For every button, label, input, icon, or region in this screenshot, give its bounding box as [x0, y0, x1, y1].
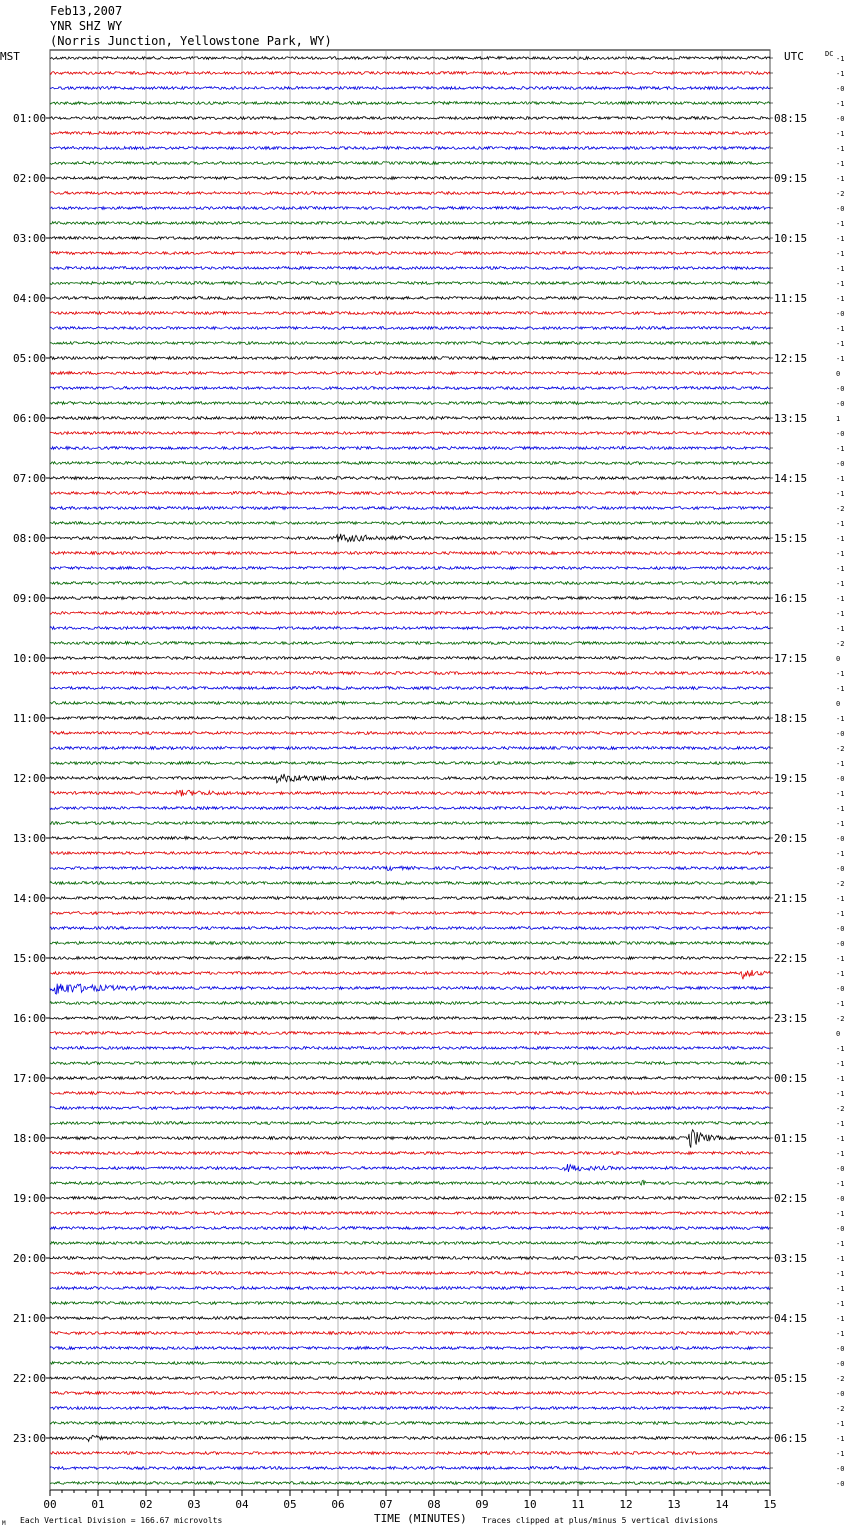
trace-row	[50, 117, 770, 120]
right-hour-label: 09:15	[774, 172, 808, 185]
dc-offset-label: -0	[836, 775, 845, 783]
dc-offset-label: -1	[836, 895, 845, 903]
trace-row	[50, 822, 770, 825]
trace-row	[50, 866, 770, 870]
trace-row	[50, 1047, 770, 1050]
trace-row	[50, 837, 770, 840]
dc-offset-label: -1	[836, 355, 845, 363]
dc-offset-label: 0	[836, 655, 841, 663]
trace-row	[50, 162, 770, 165]
trace-row	[50, 627, 770, 630]
right-hour-label: 16:15	[774, 592, 808, 605]
right-hour-label: 21:15	[774, 892, 808, 905]
dc-offset-label: -1	[836, 220, 845, 228]
trace-row	[50, 102, 770, 105]
trace-row	[50, 177, 770, 180]
dc-offset-label: 0	[836, 1030, 841, 1038]
right-hour-label: 08:15	[774, 112, 808, 125]
trace-row	[50, 267, 770, 270]
trace-row	[50, 1467, 770, 1470]
left-hour-label: 19:00	[13, 1192, 47, 1205]
right-hour-label: 13:15	[774, 412, 808, 425]
x-tick-label: 13	[667, 1498, 681, 1511]
dc-offset-label: -1	[836, 250, 845, 258]
dc-offset-label: -1	[836, 1210, 845, 1218]
right-hour-label: 05:15	[774, 1372, 808, 1385]
dc-offset-label: -1	[836, 760, 845, 768]
trace-row	[50, 762, 770, 765]
trace-row	[50, 1077, 770, 1080]
trace-row	[50, 132, 770, 135]
trace-row	[50, 1197, 770, 1200]
grid-lines	[46, 50, 773, 1496]
right-hour-label: 15:15	[774, 532, 808, 545]
dc-offset-label: -1	[836, 70, 845, 78]
seismic-traces	[50, 57, 770, 1485]
x-tick-label: 08	[427, 1498, 441, 1511]
trace-row	[50, 1422, 770, 1425]
trace-row	[50, 357, 770, 360]
trace-row	[50, 72, 770, 75]
dc-offset-label: -1	[836, 1420, 845, 1428]
trace-row	[50, 774, 770, 783]
dc-offset-label: -0	[836, 1165, 845, 1173]
left-hour-label: 10:00	[13, 652, 47, 665]
left-hour-label: 15:00	[13, 952, 47, 965]
x-tick-label: 03	[187, 1498, 201, 1511]
header-location: (Norris Junction, Yellowstone Park, WY)	[50, 34, 332, 48]
right-hour-label: 06:15	[774, 1432, 808, 1445]
trace-row	[50, 252, 770, 255]
left-hour-label: 05:00	[13, 352, 47, 365]
dc-offset-label: -1	[836, 670, 845, 678]
dc-offset-label: -0	[836, 835, 845, 843]
right-timezone-label: UTC	[784, 50, 804, 63]
trace-row	[50, 957, 770, 960]
dc-offset-label: -0	[836, 1465, 845, 1473]
dc-offset-label: -1	[836, 1150, 845, 1158]
trace-row	[50, 447, 770, 450]
dc-offset-label: -1	[836, 490, 845, 498]
trace-row	[50, 222, 770, 225]
left-hour-label: 02:00	[13, 172, 47, 185]
x-tick-label: 05	[283, 1498, 297, 1511]
trace-row	[50, 57, 770, 60]
trace-row	[50, 1392, 770, 1395]
trace-row	[50, 790, 770, 797]
trace-row	[50, 297, 770, 300]
trace-row	[50, 1002, 770, 1005]
dc-offset-label: -1	[836, 1255, 845, 1263]
dc-offset-label: -1	[836, 145, 845, 153]
left-hour-label: 18:00	[13, 1132, 47, 1145]
left-hour-label: 09:00	[13, 592, 47, 605]
dc-offset-label: -0	[836, 1480, 845, 1488]
right-hour-label: 23:15	[774, 1012, 808, 1025]
right-hour-label: 04:15	[774, 1312, 808, 1325]
trace-row	[50, 522, 770, 525]
dc-offset-label: -1	[836, 850, 845, 858]
dc-offset-label: -1	[836, 1000, 845, 1008]
trace-row	[50, 912, 770, 915]
dc-offset-label: -1	[836, 1315, 845, 1323]
scale-note: Each Vertical Division = 166.67 microvolts	[20, 1516, 223, 1525]
left-hour-label: 20:00	[13, 1252, 47, 1265]
trace-row	[50, 1407, 770, 1410]
trace-row	[50, 417, 770, 420]
trace-row	[50, 582, 770, 585]
trace-row	[50, 1377, 770, 1380]
x-tick-label: 07	[379, 1498, 393, 1511]
trace-row	[50, 1017, 770, 1020]
trace-row	[50, 432, 770, 435]
left-hour-label: 23:00	[13, 1432, 47, 1445]
trace-row	[50, 1332, 770, 1335]
trace-row	[50, 1302, 770, 1305]
dc-offset-label: -1	[836, 1435, 845, 1443]
trace-row	[50, 1107, 770, 1110]
dc-offset-label: -0	[836, 730, 845, 738]
clip-note: Traces clipped at plus/minus 5 vertical divisions	[482, 1516, 719, 1525]
left-hour-label: 22:00	[13, 1372, 47, 1385]
dc-offset-label: -1	[836, 565, 845, 573]
dc-offset-label: -1	[836, 1450, 845, 1458]
trace-row	[50, 492, 770, 495]
trace-row	[50, 477, 770, 480]
dc-offset-label: 0	[836, 370, 841, 378]
dc-offset-label: -1	[836, 910, 845, 918]
trace-row	[50, 1092, 770, 1095]
trace-row	[50, 612, 770, 615]
left-hour-label: 16:00	[13, 1012, 47, 1025]
trace-row	[50, 1347, 770, 1350]
trace-row	[50, 1180, 770, 1185]
dc-offset-label: -1	[836, 265, 845, 273]
right-hour-label: 03:15	[774, 1252, 808, 1265]
trace-row	[50, 1272, 770, 1275]
dc-offset-label: -0	[836, 85, 845, 93]
header-station: YNR SHZ WY	[50, 19, 123, 33]
right-hour-label: 00:15	[774, 1072, 808, 1085]
right-hour-label: 11:15	[774, 292, 808, 305]
left-hour-label: 13:00	[13, 832, 47, 845]
trace-row	[50, 1257, 770, 1260]
left-hour-label: 08:00	[13, 532, 47, 545]
left-hour-label: 03:00	[13, 232, 47, 245]
dc-offset-label: -0	[836, 400, 845, 408]
corner-mark: M	[2, 1520, 6, 1527]
left-hour-label: 21:00	[13, 1312, 47, 1325]
trace-row	[50, 534, 770, 542]
trace-row	[50, 342, 770, 345]
dc-offset-label: -1	[836, 610, 845, 618]
dc-offset-label: -1	[836, 175, 845, 183]
trace-row	[50, 970, 770, 979]
trace-row	[50, 1130, 770, 1148]
dc-offset-label: -0	[836, 985, 845, 993]
trace-row	[50, 687, 770, 690]
left-hour-label: 07:00	[13, 472, 47, 485]
dc-offset-label: -1	[836, 295, 845, 303]
dc-offset-label: -1	[836, 805, 845, 813]
trace-row	[50, 147, 770, 150]
dc-offset-label: -1	[836, 625, 845, 633]
trace-row	[50, 984, 770, 994]
x-tick-label: 04	[235, 1498, 249, 1511]
left-hour-label: 06:00	[13, 412, 47, 425]
trace-row	[50, 747, 770, 750]
dc-offset-label: -1	[836, 1270, 845, 1278]
left-hour-label: 01:00	[13, 112, 47, 125]
x-tick-label: 14	[715, 1498, 729, 1511]
trace-row	[50, 237, 770, 240]
x-tick-label: 11	[571, 1498, 585, 1511]
left-hour-label: 11:00	[13, 712, 47, 725]
right-hour-label: 14:15	[774, 472, 808, 485]
x-tick-label: 02	[139, 1498, 153, 1511]
x-tick-label: 06	[331, 1498, 345, 1511]
x-tick-label: 10	[523, 1498, 537, 1511]
trace-row	[50, 1317, 770, 1320]
trace-row	[50, 1212, 770, 1215]
trace-row	[50, 1122, 770, 1125]
dc-offset-label: -1	[836, 55, 845, 63]
left-hour-label: 12:00	[13, 772, 47, 785]
dc-offset-label: -1	[836, 100, 845, 108]
dc-offset-label: -1	[836, 715, 845, 723]
right-hour-label: 20:15	[774, 832, 808, 845]
dc-offset-label: -0	[836, 460, 845, 468]
trace-row	[50, 282, 770, 285]
dc-offset-label: -1	[836, 1075, 845, 1083]
dc-offset-label: -0	[836, 865, 845, 873]
dc-offset-label: 0	[836, 700, 841, 708]
dc-offset-label: -1	[836, 520, 845, 528]
x-tick-label: 12	[619, 1498, 633, 1511]
trace-row	[50, 732, 770, 735]
x-tick-label: 00	[43, 1498, 57, 1511]
dc-offset-label: -1	[836, 1060, 845, 1068]
trace-row	[50, 657, 770, 660]
dc-offset-label: -2	[836, 640, 845, 648]
trace-row	[50, 507, 770, 510]
trace-row	[50, 882, 770, 885]
right-hour-label: 18:15	[774, 712, 808, 725]
dc-offset-label: -1	[836, 1135, 845, 1143]
trace-row	[50, 642, 770, 645]
dc-offset-label: -1	[836, 685, 845, 693]
dc-offset-label: -1	[836, 1330, 845, 1338]
x-tick-label: 15	[763, 1498, 777, 1511]
dc-offset-label: -1	[836, 1045, 845, 1053]
dc-offset-label: -2	[836, 1105, 845, 1113]
trace-row	[50, 1032, 770, 1035]
trace-row	[50, 1452, 770, 1455]
left-timezone-label: MST	[0, 50, 20, 63]
trace-row	[50, 1435, 770, 1441]
dc-offset-label: -1	[836, 535, 845, 543]
trace-row	[50, 717, 770, 720]
trace-row	[50, 1362, 770, 1365]
trace-row	[50, 312, 770, 315]
dc-offset-label: -0	[836, 1225, 845, 1233]
trace-row	[50, 807, 770, 810]
dc-offset-label: -2	[836, 745, 845, 753]
dc-offset-label: -1	[836, 955, 845, 963]
dc-offset-label: -1	[836, 1285, 845, 1293]
dc-offset-label: -2	[836, 1405, 845, 1413]
dc-offset-label: -2	[836, 505, 845, 513]
dc-offset-label: -0	[836, 925, 845, 933]
trace-row	[50, 852, 770, 855]
left-hour-label: 14:00	[13, 892, 47, 905]
dc-offset-label: -2	[836, 880, 845, 888]
left-hour-label: 04:00	[13, 292, 47, 305]
trace-row	[50, 552, 770, 555]
dc-offset-label: -0	[836, 1195, 845, 1203]
dc-offset-label: -1	[836, 1120, 845, 1128]
dc-offset-label: -0	[836, 430, 845, 438]
right-hour-label: 10:15	[774, 232, 808, 245]
trace-row	[50, 192, 770, 195]
dc-offset-label: -0	[836, 205, 845, 213]
trace-row	[50, 597, 770, 600]
trace-row	[50, 372, 770, 375]
dc-offset-label: -1	[836, 820, 845, 828]
trace-row	[50, 942, 770, 945]
right-hour-label: 17:15	[774, 652, 808, 665]
trace-row	[50, 897, 770, 900]
plot-frame	[50, 50, 770, 1490]
dc-offset-label: -0	[836, 1345, 845, 1353]
dc-offset-label: -2	[836, 1375, 845, 1383]
dc-offset-label: -1	[836, 790, 845, 798]
dc-offset-label: -1	[836, 280, 845, 288]
dc-offset-label: -1	[836, 235, 845, 243]
x-tick-label: 09	[475, 1498, 489, 1511]
trace-row	[50, 1242, 770, 1245]
axis-labels	[13, 55, 844, 1511]
right-hour-label: 12:15	[774, 352, 808, 365]
right-hour-label: 02:15	[774, 1192, 808, 1205]
left-hour-label: 17:00	[13, 1072, 47, 1085]
right-hour-label: 01:15	[774, 1132, 808, 1145]
dc-offset-label: -1	[836, 160, 845, 168]
dc-offset-label: -1	[836, 475, 845, 483]
x-axis-title: TIME (MINUTES)	[374, 1512, 467, 1525]
dc-offset-label: -1	[836, 1300, 845, 1308]
dc-offset-label: -1	[836, 325, 845, 333]
trace-row	[50, 1482, 770, 1485]
dc-offset-label: -1	[836, 1180, 845, 1188]
trace-row	[50, 1287, 770, 1290]
trace-row	[50, 1152, 770, 1155]
trace-row	[50, 927, 770, 930]
dc-offset-label: -1	[836, 1240, 845, 1248]
trace-row	[50, 702, 770, 705]
dc-offset-label: -2	[836, 1015, 845, 1023]
trace-row	[50, 207, 770, 210]
trace-row	[50, 402, 770, 405]
trace-row	[50, 672, 770, 675]
trace-row	[50, 387, 770, 390]
dc-offset-label: -1	[836, 970, 845, 978]
trace-row	[50, 1062, 770, 1065]
dc-offset-label: -2	[836, 190, 845, 198]
dc-offset-label: -1	[836, 1090, 845, 1098]
dc-offset-label: -1	[836, 580, 845, 588]
dc-offset-label: -1	[836, 340, 845, 348]
dc-offset-label: -0	[836, 385, 845, 393]
dc-offset-label: 1	[836, 415, 841, 423]
dc-offset-label: -1	[836, 550, 845, 558]
header-date: Feb13,2007	[50, 4, 123, 18]
dc-offset-label: -1	[836, 595, 845, 603]
dc-offset-label: -0	[836, 115, 845, 123]
trace-row	[50, 462, 770, 465]
trace-row	[50, 567, 770, 570]
dc-offset-label: -0	[836, 940, 845, 948]
dc-offset-label: -0	[836, 1390, 845, 1398]
trace-row	[50, 87, 770, 90]
dc-offset-label: -0	[836, 310, 845, 318]
dc-offset-label: -1	[836, 130, 845, 138]
dc-offset-label: -0	[836, 1360, 845, 1368]
x-tick-label: 01	[91, 1498, 105, 1511]
dc-offset-label: -1	[836, 445, 845, 453]
right-hour-label: 22:15	[774, 952, 808, 965]
trace-row	[50, 1227, 770, 1230]
right-hour-label: 19:15	[774, 772, 808, 785]
trace-row	[50, 1164, 770, 1172]
dc-label: DC	[825, 50, 834, 58]
trace-row	[50, 327, 770, 330]
